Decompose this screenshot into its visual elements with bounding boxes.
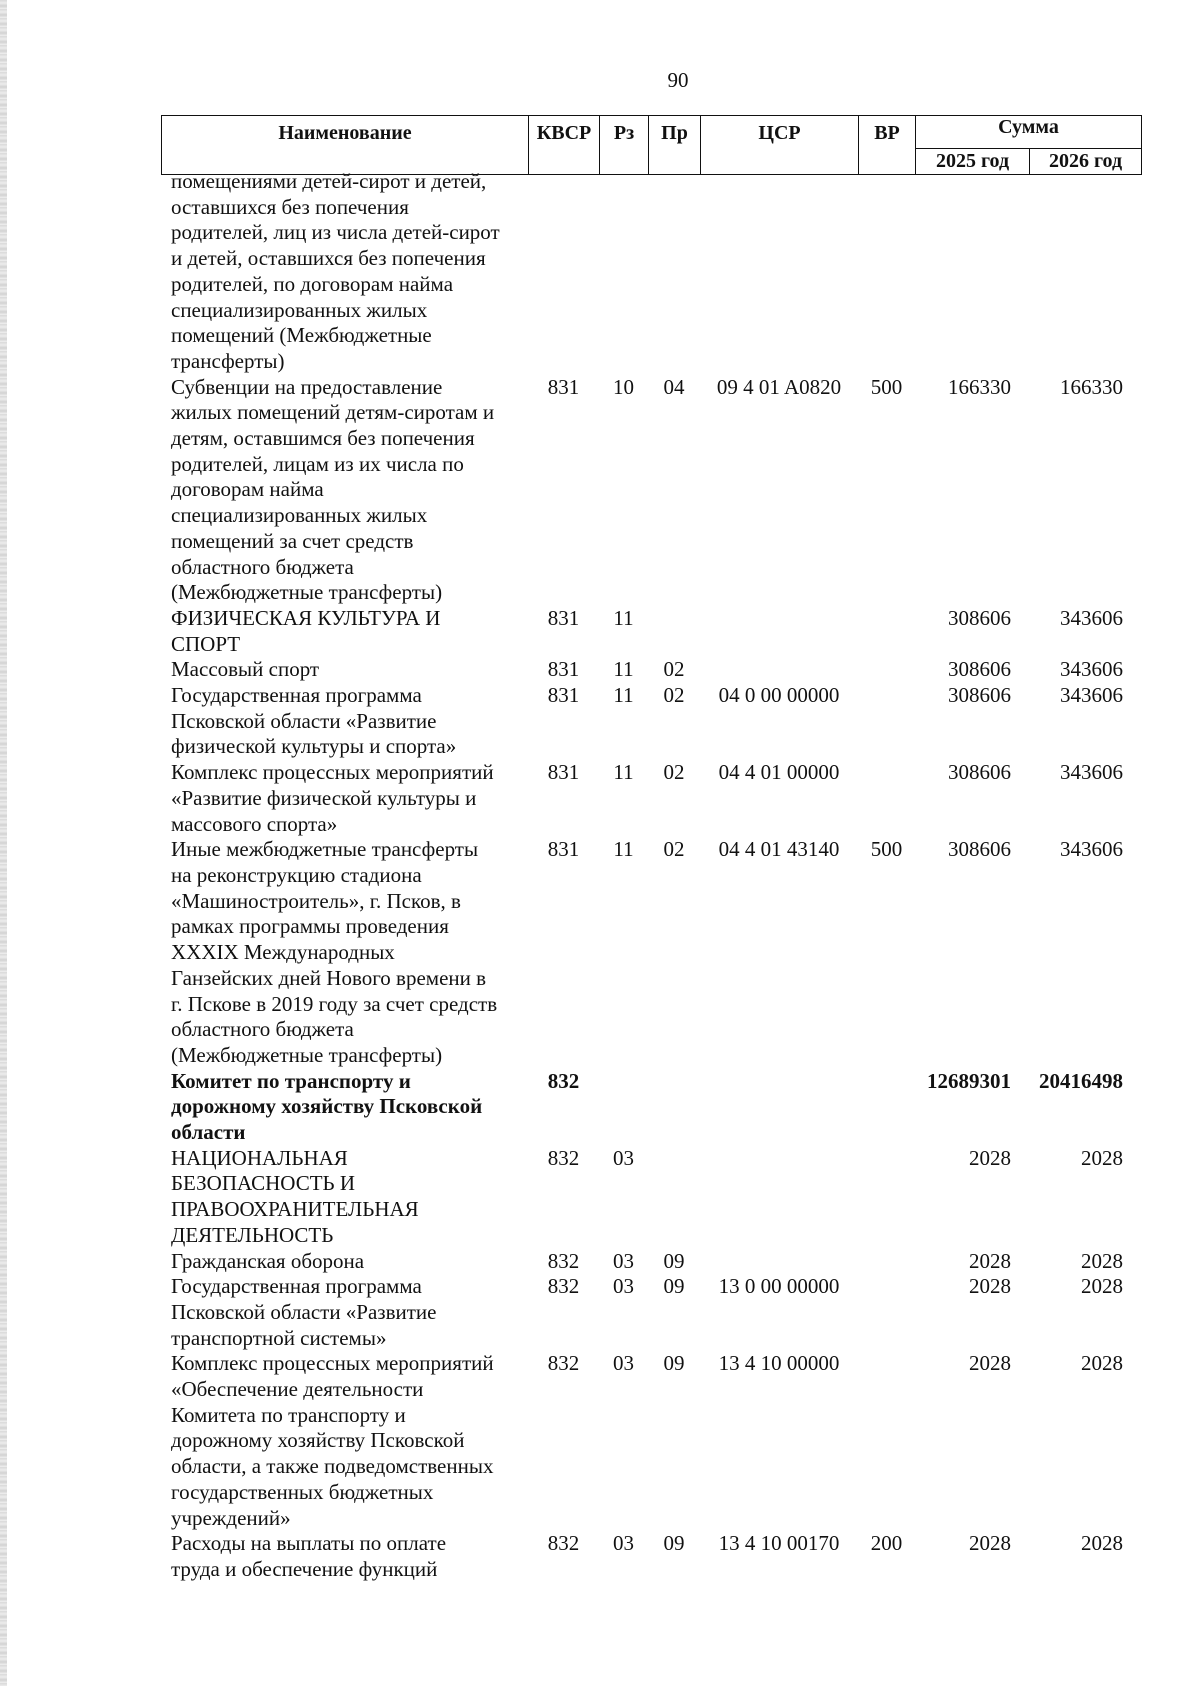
- cell-vr: [858, 683, 915, 760]
- cell-kvsr: 832: [547, 1531, 580, 1556]
- cell-sum-2026: 2028: [1081, 1274, 1123, 1299]
- cell-kvsr: 832: [547, 1068, 580, 1093]
- cell-kvsr: 831: [547, 837, 580, 862]
- cell-pr: 09: [663, 1248, 685, 1273]
- cell-sum-2025: 2028: [969, 1145, 1011, 1170]
- table-row: [161, 1146, 1141, 1249]
- cell-sum-2025: 2028: [969, 1248, 1011, 1273]
- cell-vr: [858, 169, 915, 375]
- cell-csr: [700, 1249, 858, 1275]
- cell-vr: [858, 1351, 915, 1531]
- cell-sum-2026: 343606: [1060, 605, 1123, 630]
- cell-kvsr: 831: [547, 683, 580, 708]
- cell-kvsr: 832: [547, 1351, 580, 1376]
- cell-pr: 02: [663, 837, 685, 862]
- cell-sum-2025: 2028: [969, 1274, 1011, 1299]
- cell-rz: 11: [613, 657, 634, 682]
- cell-vr: [858, 657, 915, 683]
- header-vr: ВР: [859, 116, 916, 175]
- table-header: [161, 115, 1142, 175]
- cell-sum-2026: 343606: [1060, 683, 1123, 708]
- cell-csr: 04 4 01 43140: [718, 837, 840, 862]
- cell-sum-2025: 308606: [948, 657, 1011, 682]
- cell-rz: 03: [613, 1274, 634, 1299]
- cell-sum-2025: 2028: [969, 1351, 1011, 1376]
- cell-vr: 200: [870, 1531, 903, 1556]
- cell-pr: 09: [663, 1531, 685, 1556]
- scan-edge: [0, 0, 7, 1686]
- cell-kvsr: 831: [547, 657, 580, 682]
- cell-name: Государственная программа Псковской области «Развитие транспортной системы»: [171, 1274, 437, 1350]
- cell-sum-2026: 2028: [1081, 1351, 1123, 1376]
- cell-sum-2026: 343606: [1060, 760, 1123, 785]
- cell-rz: [599, 169, 648, 375]
- cell-csr: 04 4 01 00000: [718, 760, 840, 785]
- cell-name: Иные межбюджетные трансферты на реконструкцию стадиона «Машиностроитель», г. Псков, в рамках программы проведения XXXIX Международных Ганзейских дней Нового времени в г. Пскове в 2019 году за счет средств областного бюджета (Межбюджетные трансферты): [171, 837, 498, 1067]
- cell-kvsr: 832: [547, 1248, 580, 1273]
- cell-kvsr: 832: [547, 1274, 580, 1299]
- cell-rz: [599, 1069, 648, 1146]
- cell-pr: 04: [663, 374, 685, 399]
- cell-sum-2025: 308606: [948, 605, 1011, 630]
- table-row: [161, 606, 1141, 657]
- cell-vr: [858, 1069, 915, 1146]
- cell-rz: 03: [613, 1145, 634, 1170]
- budget-table: [161, 169, 1141, 1583]
- header-csr: ЦСР: [701, 116, 859, 175]
- cell-name: Государственная программа Псковской области «Развитие физической культуры и спорта»: [171, 683, 457, 759]
- header-pr: Пр: [649, 116, 701, 175]
- cell-name: Комитет по транспорту и дорожному хозяйству Псковской области: [171, 1068, 483, 1145]
- table-row: [161, 169, 1141, 375]
- cell-csr: [700, 606, 858, 657]
- cell-vr: [858, 1274, 915, 1351]
- table-row: [161, 1274, 1141, 1351]
- cell-pr: 09: [663, 1274, 685, 1299]
- cell-pr: [648, 1069, 700, 1146]
- cell-kvsr: 831: [547, 605, 580, 630]
- table-row: [161, 683, 1141, 760]
- cell-pr: [648, 169, 700, 375]
- cell-rz: 10: [613, 374, 634, 399]
- cell-name: Массовый спорт: [171, 657, 320, 682]
- cell-sum-2025: 308606: [948, 837, 1011, 862]
- cell-csr: [700, 1069, 858, 1146]
- page-number: 90: [667, 68, 689, 92]
- cell-sum-2025: 308606: [948, 683, 1011, 708]
- cell-rz: 11: [613, 837, 634, 862]
- cell-sum-2025: 308606: [948, 760, 1011, 785]
- cell-sum-2025: 2028: [969, 1531, 1011, 1556]
- cell-rz: 11: [613, 605, 634, 630]
- cell-name: Субвенции на предоставление жилых помещений детям-сиротам и детям, оставшимся без попечения родителей, лицам из их числа по договорам найма специализированных жилых помещений за счет средств областного бюджета (Межбюджетные трансферты): [171, 374, 495, 605]
- table-row: [161, 1249, 1141, 1275]
- cell-pr: 02: [663, 683, 685, 708]
- cell-sum-2026: 343606: [1060, 657, 1123, 682]
- cell-name: ФИЗИЧЕСКАЯ КУЛЬТУРА И СПОРТ: [171, 605, 441, 656]
- cell-kvsr: 832: [547, 1145, 580, 1170]
- cell-csr: 13 4 10 00170: [718, 1531, 840, 1556]
- cell-vr: [858, 760, 915, 837]
- cell-sum-2026: 20416498: [1039, 1068, 1123, 1093]
- cell-vr: 500: [870, 837, 903, 862]
- cell-vr: 500: [870, 374, 903, 399]
- cell-rz: 03: [613, 1531, 634, 1556]
- cell-pr: 02: [663, 760, 685, 785]
- header-name: Наименование: [162, 116, 529, 175]
- table-row: [161, 657, 1141, 683]
- cell-rz: 11: [613, 760, 634, 785]
- cell-name: Расходы на выплаты по оплате труда и обеспечение функций: [171, 1531, 447, 1581]
- header-year-2025: 2025 год: [916, 148, 1030, 174]
- cell-name: Гражданская оборона: [171, 1248, 365, 1273]
- cell-sum-2025: 166330: [948, 374, 1011, 399]
- cell-vr: [858, 1249, 915, 1275]
- cell-name: помещениями детей-сирот и детей, оставшихся без попечения родителей, лиц из числа детей-сирот и детей, оставшихся без попечения родителей, по договорам найма специализированных жилых помещений (Межбюджетные трансферты): [171, 169, 500, 373]
- cell-rz: 03: [613, 1351, 634, 1376]
- table-row: [161, 837, 1141, 1068]
- cell-csr: [700, 1146, 858, 1249]
- table-row: [161, 1069, 1141, 1146]
- cell-pr: [648, 1146, 700, 1249]
- cell-vr: [858, 606, 915, 657]
- cell-pr: 02: [663, 657, 685, 682]
- cell-csr: 13 0 00 00000: [718, 1274, 840, 1299]
- cell-kvsr: 831: [547, 374, 580, 399]
- cell-kvsr: 831: [547, 760, 580, 785]
- cell-csr: 09 4 01 A0820: [716, 374, 842, 399]
- cell-csr: [700, 169, 858, 375]
- cell-name: Комплекс процессных мероприятий «Обеспечение деятельности Комитета по транспорту и дорожному хозяйству Псковской области, а также подведомственных государственных бюджетных учреждений»: [171, 1351, 494, 1530]
- cell-pr: [648, 606, 700, 657]
- cell-vr: [858, 1146, 915, 1249]
- header-sum: Сумма: [916, 116, 1142, 149]
- cell-name: НАЦИОНАЛЬНАЯ БЕЗОПАСНОСТЬ И ПРАВООХРАНИТЕЛЬНАЯ ДЕЯТЕЛЬНОСТЬ: [171, 1145, 419, 1247]
- cell-csr: [700, 657, 858, 683]
- cell-sum-2026: 2028: [1081, 1531, 1123, 1556]
- header-kvsr: КВСР: [529, 116, 600, 175]
- cell-csr: 13 4 10 00000: [718, 1351, 840, 1376]
- cell-sum-2026: 166330: [1060, 374, 1123, 399]
- cell-sum-2026: 2028: [1081, 1145, 1123, 1170]
- cell-rz: 11: [613, 683, 634, 708]
- table-row: [161, 1351, 1141, 1531]
- cell-name: Комплекс процессных мероприятий «Развитие физической культуры и массового спорта»: [171, 760, 494, 836]
- header-rz: Рз: [600, 116, 649, 175]
- cell-sum-2026: 2028: [1081, 1248, 1123, 1273]
- table-row: [161, 375, 1141, 606]
- cell-pr: 09: [663, 1351, 685, 1376]
- header-year-2026: 2026 год: [1030, 148, 1142, 174]
- cell-sum-2026: [1029, 169, 1141, 375]
- cell-sum-2026: 343606: [1060, 837, 1123, 862]
- cell-csr: 04 0 00 00000: [718, 683, 840, 708]
- table-row: [161, 1531, 1141, 1582]
- cell-kvsr: [528, 169, 599, 375]
- cell-rz: 03: [613, 1248, 634, 1273]
- table-row: [161, 760, 1141, 837]
- cell-sum-2025: 12689301: [927, 1068, 1011, 1093]
- cell-sum-2025: [915, 169, 1029, 375]
